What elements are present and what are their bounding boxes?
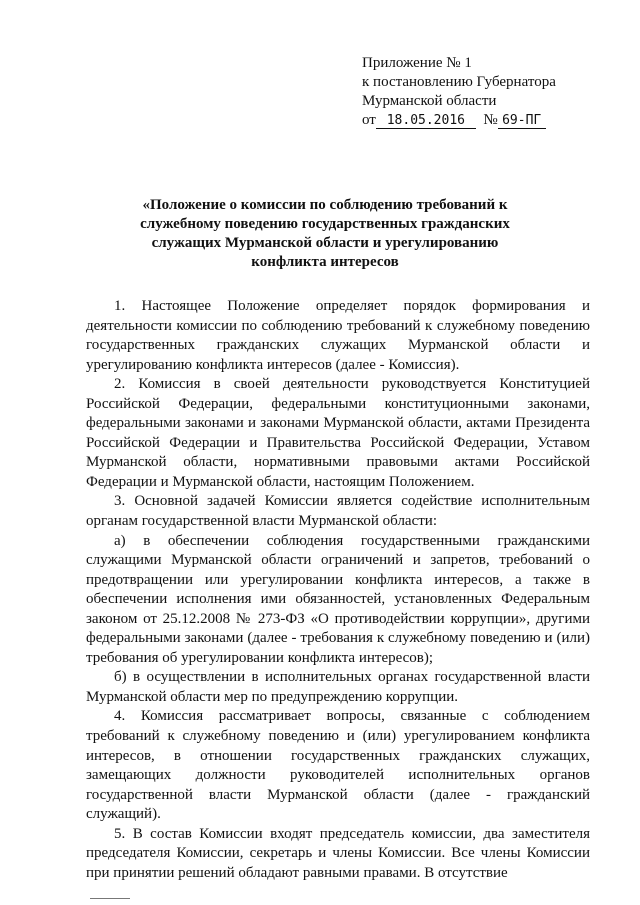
document-body xyxy=(86,297,590,883)
paragraph-5: 5. В состав Комиссии входят председатель комиссии, два заместителя председателя Комиссии, секретарь и члены Комиссии. Все члены Комиссии при принятии решений обладают равными правами. В отсутствие xyxy=(86,825,590,881)
paragraph-4: 4. Комиссия рассматривает вопросы, связанные с соблюдением требований к служебному поведению и (или) урегулированием конфликта интересов, в отношении государственных гражданских служащих, замещающих должности руководителей исполнительных органов государственной власти Мурманской области (далее - гражданский служащий). xyxy=(86,708,590,823)
appendix-title: Приложение № 1 xyxy=(362,55,472,71)
paragraph-3: 3. Основной задачей Комиссии является содействие исполнительным органам государственной власти Мурманской области: xyxy=(86,493,590,530)
appendix-region: Мурманской области xyxy=(362,93,497,109)
page-edge-line xyxy=(90,898,130,899)
from-label: от xyxy=(362,112,376,128)
paragraph-3a: а) в обеспечении соблюдения государственными гражданскими служащими Мурманской области ограничений и запретов, требований о предотвращении или урегулировании конфликта интересов, а также в обеспечении исполнения ими обязанностей, установленных Федеральным законом от 25.12.2008 № 273-ФЗ «О противодействии коррупции», другими федеральными законами (далее - требования к служебному поведению и (или) требования об урегулировании конфликта интересов); xyxy=(86,532,590,666)
paragraph-2: 2. Комиссия в своей деятельности руководствуется Конституцией Российской Федерации, федеральными конституционными законами, федеральными законами и законами Мурманской области, актами Президента Российской Федерации и Правительства Российской Федерации, Уставом Мурманской области, нормативными правовыми актами Российской Федерации и Мурманской области, настоящим Положением. xyxy=(86,376,590,490)
number-label: № xyxy=(483,112,498,128)
decree-date: 18.05.2016 xyxy=(376,114,476,129)
appendix-date-line xyxy=(362,111,556,130)
document-title: «Положение о комиссии по соблюдению требований к служебному поведению государственных гражданских служащих Мурманской области и урегулированию конфликта интересов xyxy=(140,197,510,270)
paragraph-3b: б) в осуществлении в исполнительных органах государственной власти Мурманской области мер по предупреждению коррупции. xyxy=(86,669,590,705)
appendix-block xyxy=(362,54,556,130)
decree-number: 69-ПГ xyxy=(498,114,546,129)
appendix-decree: к постановлению Губернатора xyxy=(362,74,556,90)
paragraph-1: 1. Настоящее Положение определяет порядок формирования и деятельности комиссии по соблюдению требований к служебному поведению государственных гражданских служащих Мурманской области и урегулированию конфликта интересов (далее - Комиссия). xyxy=(86,298,590,373)
